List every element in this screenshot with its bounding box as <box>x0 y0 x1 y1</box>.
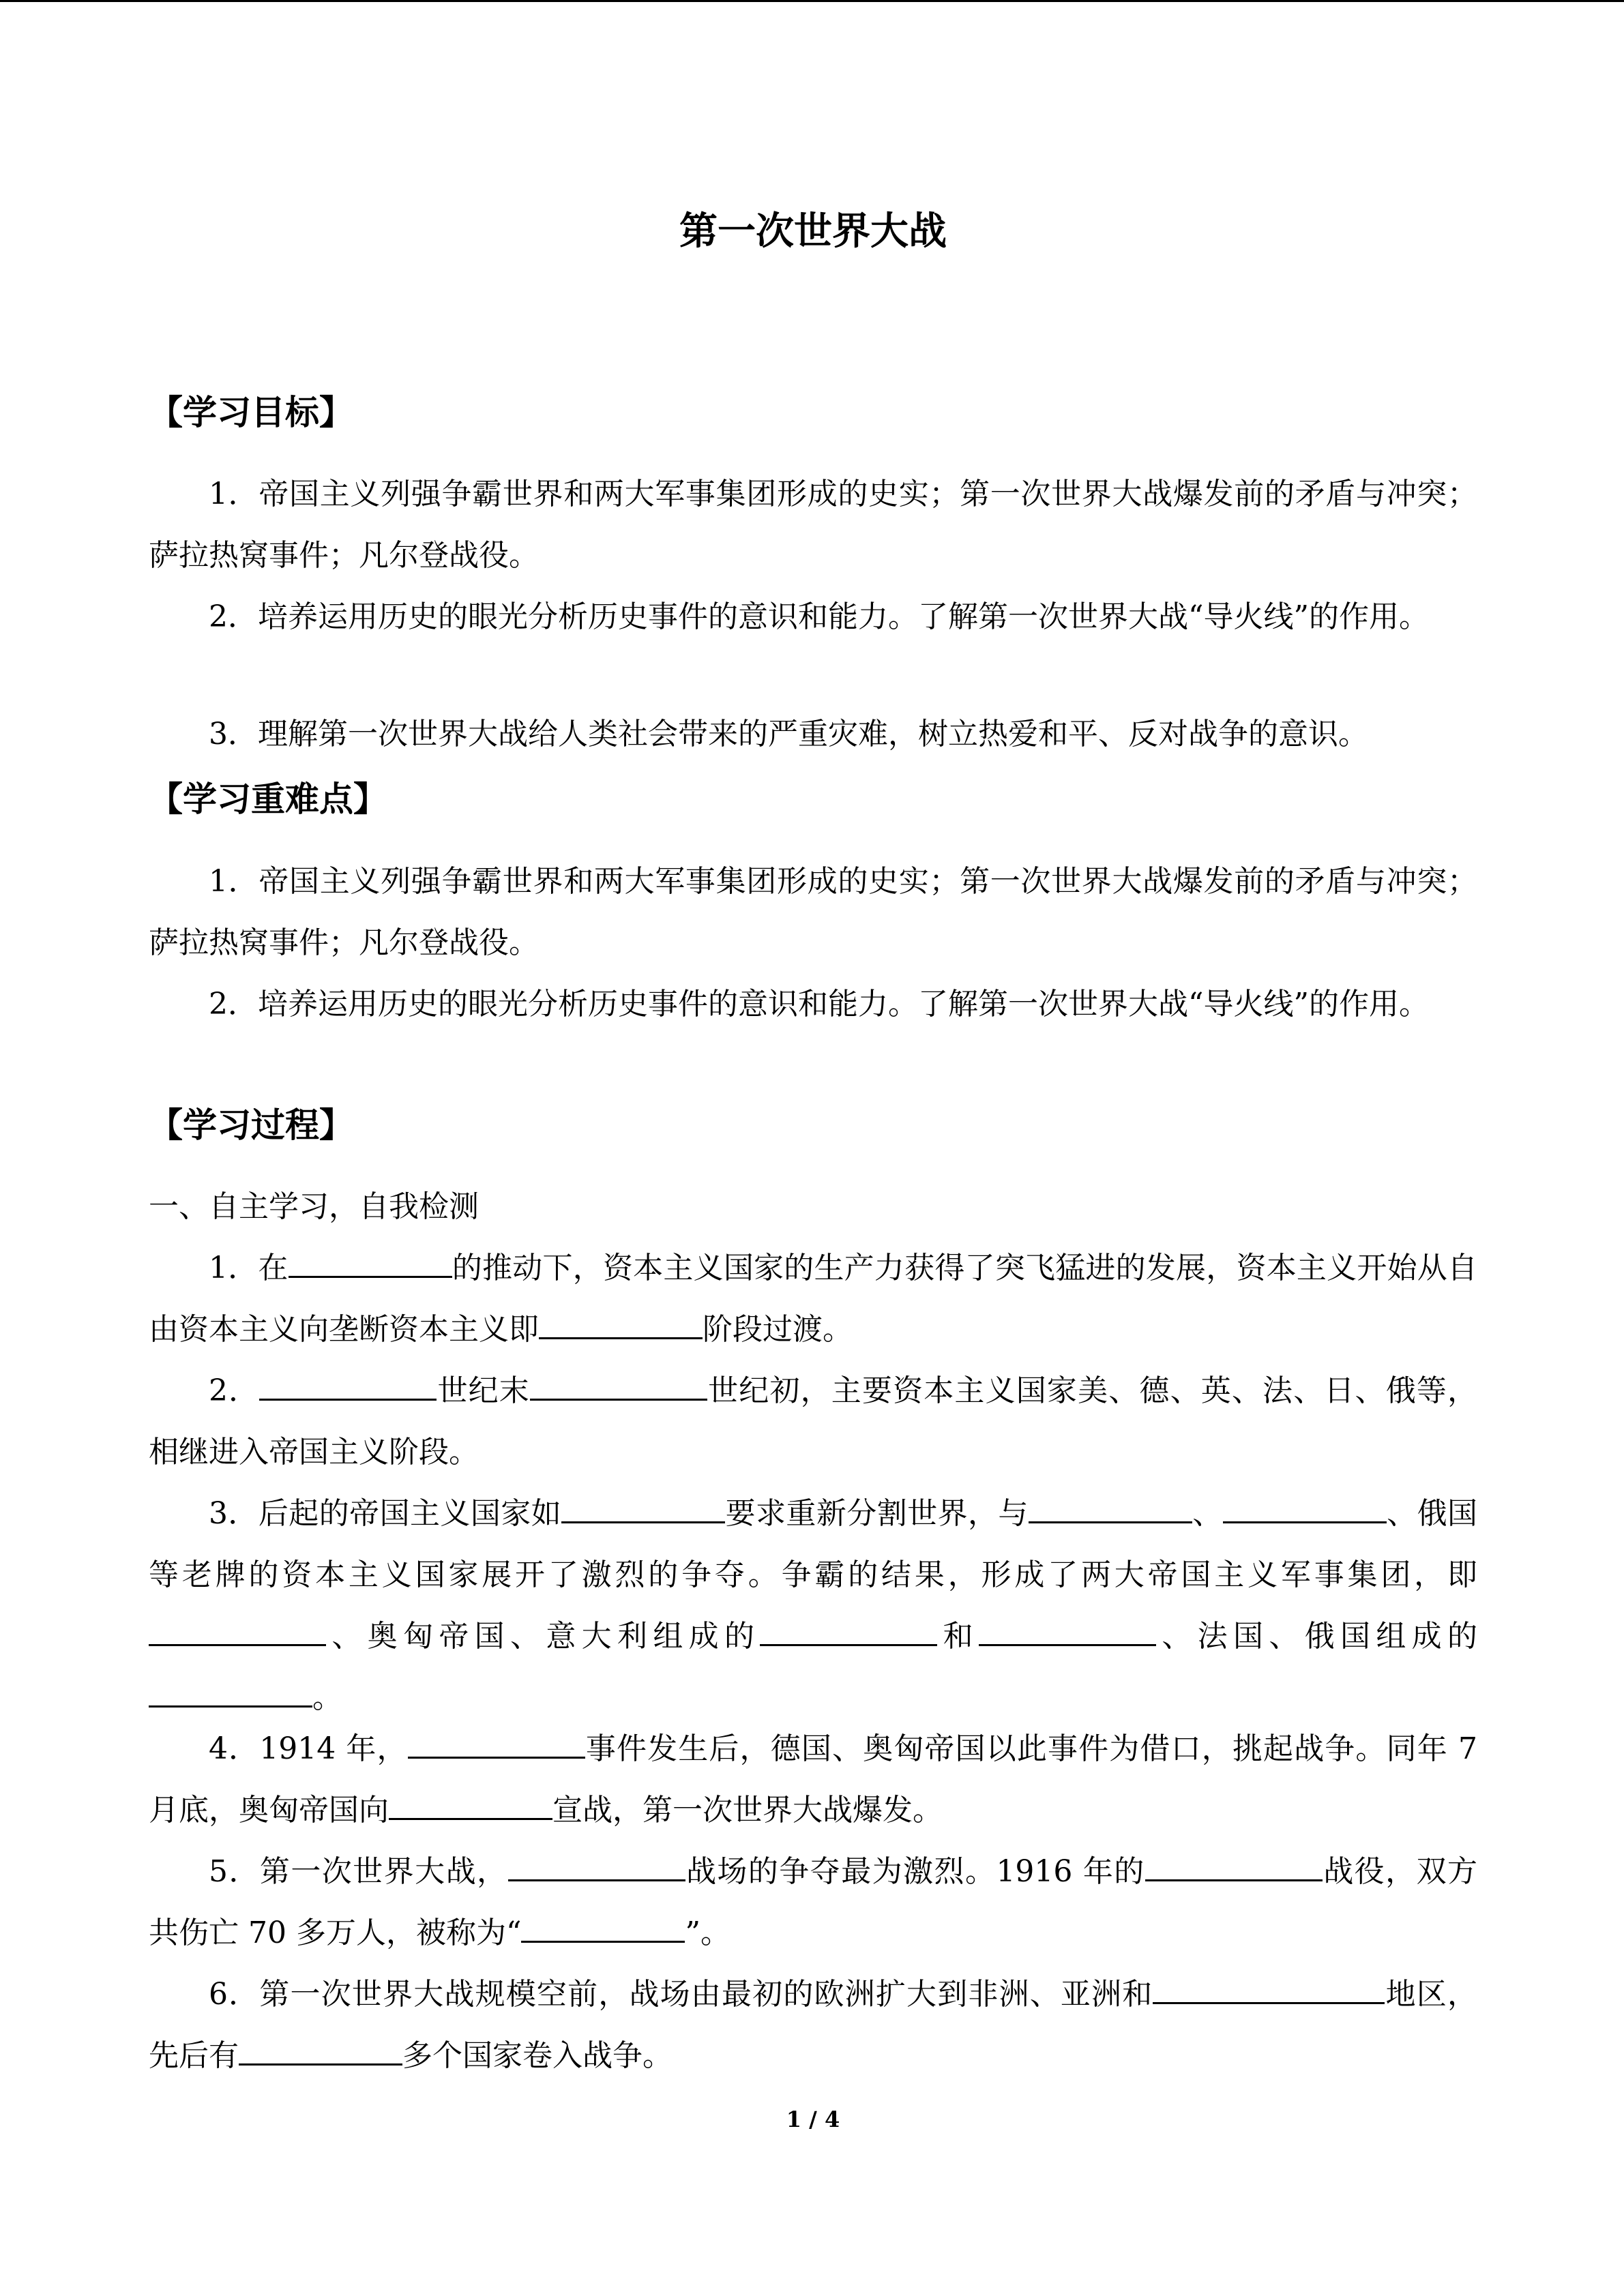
answer-blank[interactable] <box>760 1617 937 1646</box>
answer-blank[interactable] <box>539 1310 703 1339</box>
question-5: 5．第一次世界大战， 战场的争夺最为激烈。1916 年的 战役，双方共伤亡 70 多万人，被称为“ ”。 <box>149 1841 1477 1964</box>
top-border <box>0 0 1624 2</box>
answer-blank[interactable] <box>289 1249 452 1278</box>
goal-item-1: 1．帝国主义列强争霸世界和两大军事集团形成的史实；第一次世界大战爆发前的矛盾与冲突；萨拉热窝事件；凡尔登战役。 <box>149 477 1477 573</box>
question-4: 4．1914 年， 事件发生后，德国、奥匈帝国以此事件为借口，挑起战争。同年 7 月底，奥匈帝国向 宣战，第一次世界大战爆发。 <box>149 1718 1477 1841</box>
answer-blank[interactable] <box>239 2036 402 2066</box>
answer-blank[interactable] <box>1153 1975 1385 2004</box>
answer-blank[interactable] <box>1029 1494 1192 1523</box>
answer-blank[interactable] <box>389 1791 552 1820</box>
answer-blank[interactable] <box>508 1852 685 1881</box>
question-3: 3．后起的帝国主义国家如 要求重新分割世界，与 、 、俄国等老牌的资本主义国家展开了激烈的争夺。争霸的结果，形成了两大帝国主义军事集团，即、奥匈帝国、意大利组成的 和 、法国、俄国组成的。 <box>149 1483 1477 1729</box>
answer-blank[interactable] <box>149 1617 326 1646</box>
key-point-item-2: 2．培养运用历史的眼光分析历史事件的意识和能力。了解第一次世界大战“导火线”的作用。 <box>209 987 1429 1022</box>
page-title: 第一次世界大战 <box>679 209 947 254</box>
page-number: 1 / 4 <box>786 2106 840 2132</box>
answer-blank[interactable] <box>530 1371 707 1401</box>
question-2: 2． 世纪末 世纪初，主要资本主义国家美、德、英、法、日、俄等，相继进入帝国主义阶段。 <box>149 1360 1477 1483</box>
heading-learning-process: 【学习过程】 <box>149 1105 353 1145</box>
question-6: 6．第一次世界大战规模空前，战场由最初的欧洲扩大到非洲、亚洲和 地区，先后有 多个国家卷入战争。 <box>149 1964 1477 2087</box>
answer-blank[interactable] <box>521 1913 685 1943</box>
answer-blank[interactable] <box>259 1371 437 1401</box>
answer-blank[interactable] <box>979 1617 1156 1646</box>
goal-item-2: 2．培养运用历史的眼光分析历史事件的意识和能力。了解第一次世界大战“导火线”的作用。 <box>209 599 1429 634</box>
heading-learning-goals: 【学习目标】 <box>149 393 353 432</box>
self-study-subheading: 一、自主学习，自我检测 <box>149 1189 479 1224</box>
answer-blank[interactable] <box>408 1729 585 1759</box>
answer-blank[interactable] <box>149 1678 312 1708</box>
goal-item-3: 3．理解第一次世界大战给人类社会带来的严重灾难，树立热爱和平、反对战争的意识。 <box>209 717 1368 751</box>
answer-blank[interactable] <box>1223 1494 1387 1523</box>
question-1: 1．在 的推动下，资本主义国家的生产力获得了突飞猛进的发展，资本主义开始从自由资本主义向垄断资本主义即 阶段过渡。 <box>149 1238 1477 1360</box>
heading-key-points: 【学习重难点】 <box>149 779 387 819</box>
answer-blank[interactable] <box>1145 1852 1323 1881</box>
answer-blank[interactable] <box>561 1494 725 1523</box>
key-point-item-1: 1．帝国主义列强争霸世界和两大军事集团形成的史实；第一次世界大战爆发前的矛盾与冲突；萨拉热窝事件；凡尔登战役。 <box>149 864 1477 960</box>
